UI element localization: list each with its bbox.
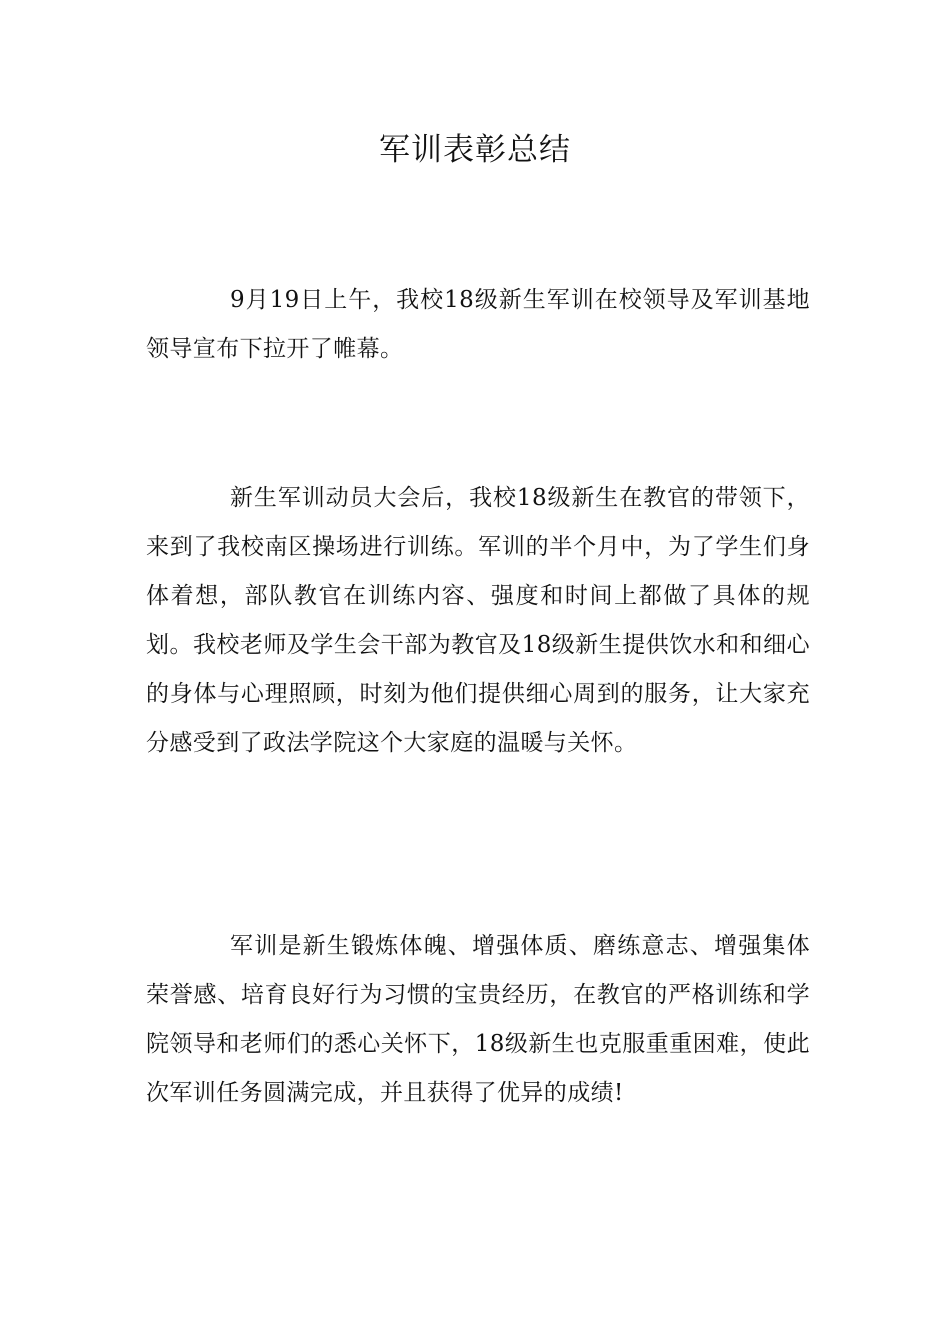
paragraph-conclusion: 军训是新生锻炼体魄、增强体质、磨练意志、增强集体荣誉感、培育良好行为习惯的宝贵经历，在教官的严格训练和学院领导和老师们的悉心关怀下，18级新生也克服重重困难，使此次军训任务圆满完成，并且获得了优异的成绩!	[146, 933, 810, 1106]
document-title: 军训表彰总结	[379, 132, 571, 168]
paragraph-training: 新生军训动员大会后，我校18级新生在教官的带领下，来到了我校南区操场进行训练。军训的半个月中，为了学生们身体着想，部队教官在训练内容、强度和时间上都做了具体的规划。我校老师及学生会干部为教官及18级新生提供饮水和和细心的身体与心理照顾，时刻为他们提供细心周到的服务，让大家充分感受到了政法学院这个大家庭的温暖与关怀。	[146, 485, 810, 756]
paragraph-opening: 9月19日上午，我校18级新生军训在校领导及军训基地领导宣布下拉开了帷幕。	[146, 287, 810, 362]
